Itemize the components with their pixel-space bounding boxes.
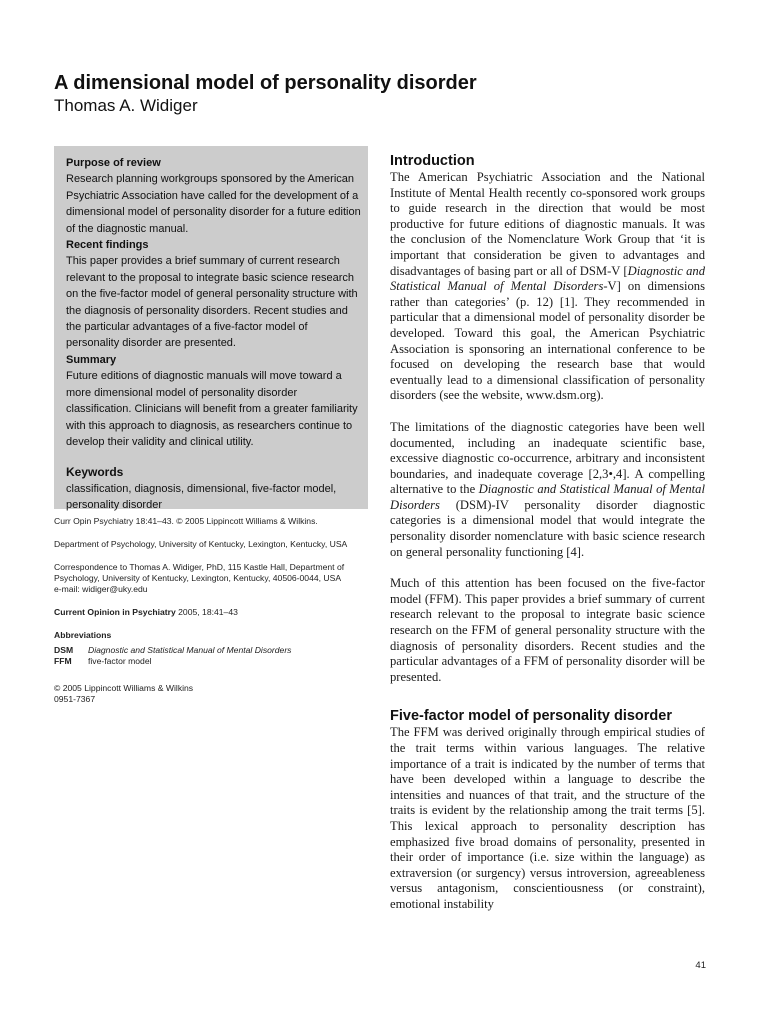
- purpose-text: Research planning workgroups sponsored by the American Psychiatric Association have called for the development of a dimensional model of personality disorder for a future edition of the diagnostic manual.: [66, 173, 361, 235]
- article-metadata: [54, 516, 368, 705]
- findings-text: This paper provides a brief summary of current research relevant to the proposal to integrate basic science research on the five-factor model of general personality structure with the diagnosis of personality disorders. Recent studies and the particular advantages of a five-factor model of personality disorder are presented.: [66, 255, 358, 350]
- journal-name: Current Opinion in Psychiatry: [54, 607, 176, 617]
- summary-heading: Summary: [66, 353, 117, 366]
- introduction-paragraph: The limitations of the diagnostic categories have been well documented, including an inadequate scientific base, excessive diagnostic co-occurrence, arbitrary and inconsistent boundaries, and inadequate coverage [2,3•,4]. A compelling alternative to the Diagnostic and Statistical Manual of Mental Disorders (DSM)-IV personality disorder diagnostic categories is a dimensional model that would integrate the personality disorder nomenclature with basic science research on general personality functioning [4].: [390, 419, 705, 559]
- purpose-heading: Purpose of review: [66, 157, 161, 169]
- correspondence-address: Correspondence to Thomas A. Widiger, PhD, 115 Kastle Hall, Department of Psychology, University of Kentucky, Lexington, Kentucky, 40506-0044, USA: [54, 562, 345, 583]
- citation-line: Curr Opin Psychiatry 18:41–43. © 2005 Lippincott Williams & Wilkins.: [54, 516, 318, 526]
- abbreviation-row: [54, 645, 368, 656]
- abbreviation-key: DSM: [54, 645, 74, 655]
- email-line: e-mail: widiger@uky.edu: [54, 584, 148, 594]
- journal-reference: [54, 607, 368, 618]
- author-name: Thomas A. Widiger: [54, 96, 198, 115]
- article-title: A dimensional model of personality disorder: [54, 72, 477, 94]
- ffm-heading: Five-factor model of personality disorder: [390, 708, 672, 725]
- issn-line: 0951-7367: [54, 694, 96, 704]
- abbreviation-row: [54, 656, 368, 667]
- affiliation-line: Department of Psychology, University of Kentucky, Lexington, Kentucky, USA: [54, 539, 348, 549]
- abbreviation-key: FFM: [54, 656, 72, 666]
- findings-heading: Recent findings: [66, 239, 149, 252]
- introduction-heading: Introduction: [390, 153, 475, 169]
- introduction-paragraph: The American Psychiatric Association and the National Institute of Mental Health recently co-sponsored work groups to guide research in the direction that would be most productive for future editions of diagnostic manuals. It was the conclusion of the Nomenclature Work Group that ‘it is important that consideration be given to advantages and disadvantages of basing part or all of DSM-V [Diagnostic and Statistical Manual of Mental Disorders-V] on dimensions rather than categories’ (p. 12) [1]. They recommended in particular that a dimensional model of personality disorder be developed. Toward this goal, the American Psychiatric Association is sponsoring an international conference to be focused on developing the research base that would eventually lead to a dimensional classification of personality disorders (see the website, www.dsm.org).: [390, 170, 706, 403]
- summary-text: Future editions of diagnostic manuals will move toward a more dimensional model of personality disorder classification. Clinicians will benefit from a greater familiarity with this approach to diagnosis, as researchers continue to develop their validity and clinical utility.: [66, 370, 358, 448]
- abbreviations-heading: Abbreviations: [54, 630, 112, 640]
- introduction-paragraph: Much of this attention has been focused on the five-factor model (FFM). This paper provides a brief summary of current research relevant to the proposal to integrate basic science research on the FFM of general personality structure with the diagnosis of personality disorders. Recent studies and the particular advantages of a FFM of personality disorder will be presented.: [390, 576, 705, 684]
- abstract-box: [54, 146, 368, 512]
- correspondence-block: [54, 562, 368, 595]
- page-number: 41: [695, 960, 706, 971]
- copyright-line: © 2005 Lippincott Williams & Wilkins: [54, 683, 194, 693]
- keywords-heading: Keywords: [66, 465, 124, 480]
- keywords-text: classification, diagnosis, dimensional, five-factor model, personality disorder: [66, 482, 337, 512]
- abbreviation-value: Diagnostic and Statistical Manual of Mental Disorders: [88, 645, 292, 655]
- main-text-column: [390, 152, 705, 913]
- journal-volume: 2005, 18:41–43: [175, 607, 238, 617]
- abbreviation-value: five-factor model: [88, 656, 152, 666]
- ffm-paragraph: The FFM was derived originally through empirical studies of the trait terms within various languages. The relative importance of a trait is indicated by the number of terms that have been developed within a language to describe the intensities and nuances of that trait, and the structure of the traits is evident by the relationship among the trait terms [5]. This lexical approach to personality description has emphasized five broad domains of personality, presented in their order of importance (i.e. size within the language) as extraversion (or surgency) versus introversion, agreeableness versus antagonism, conscientiousness (or constraint), emotional instability: [390, 725, 705, 911]
